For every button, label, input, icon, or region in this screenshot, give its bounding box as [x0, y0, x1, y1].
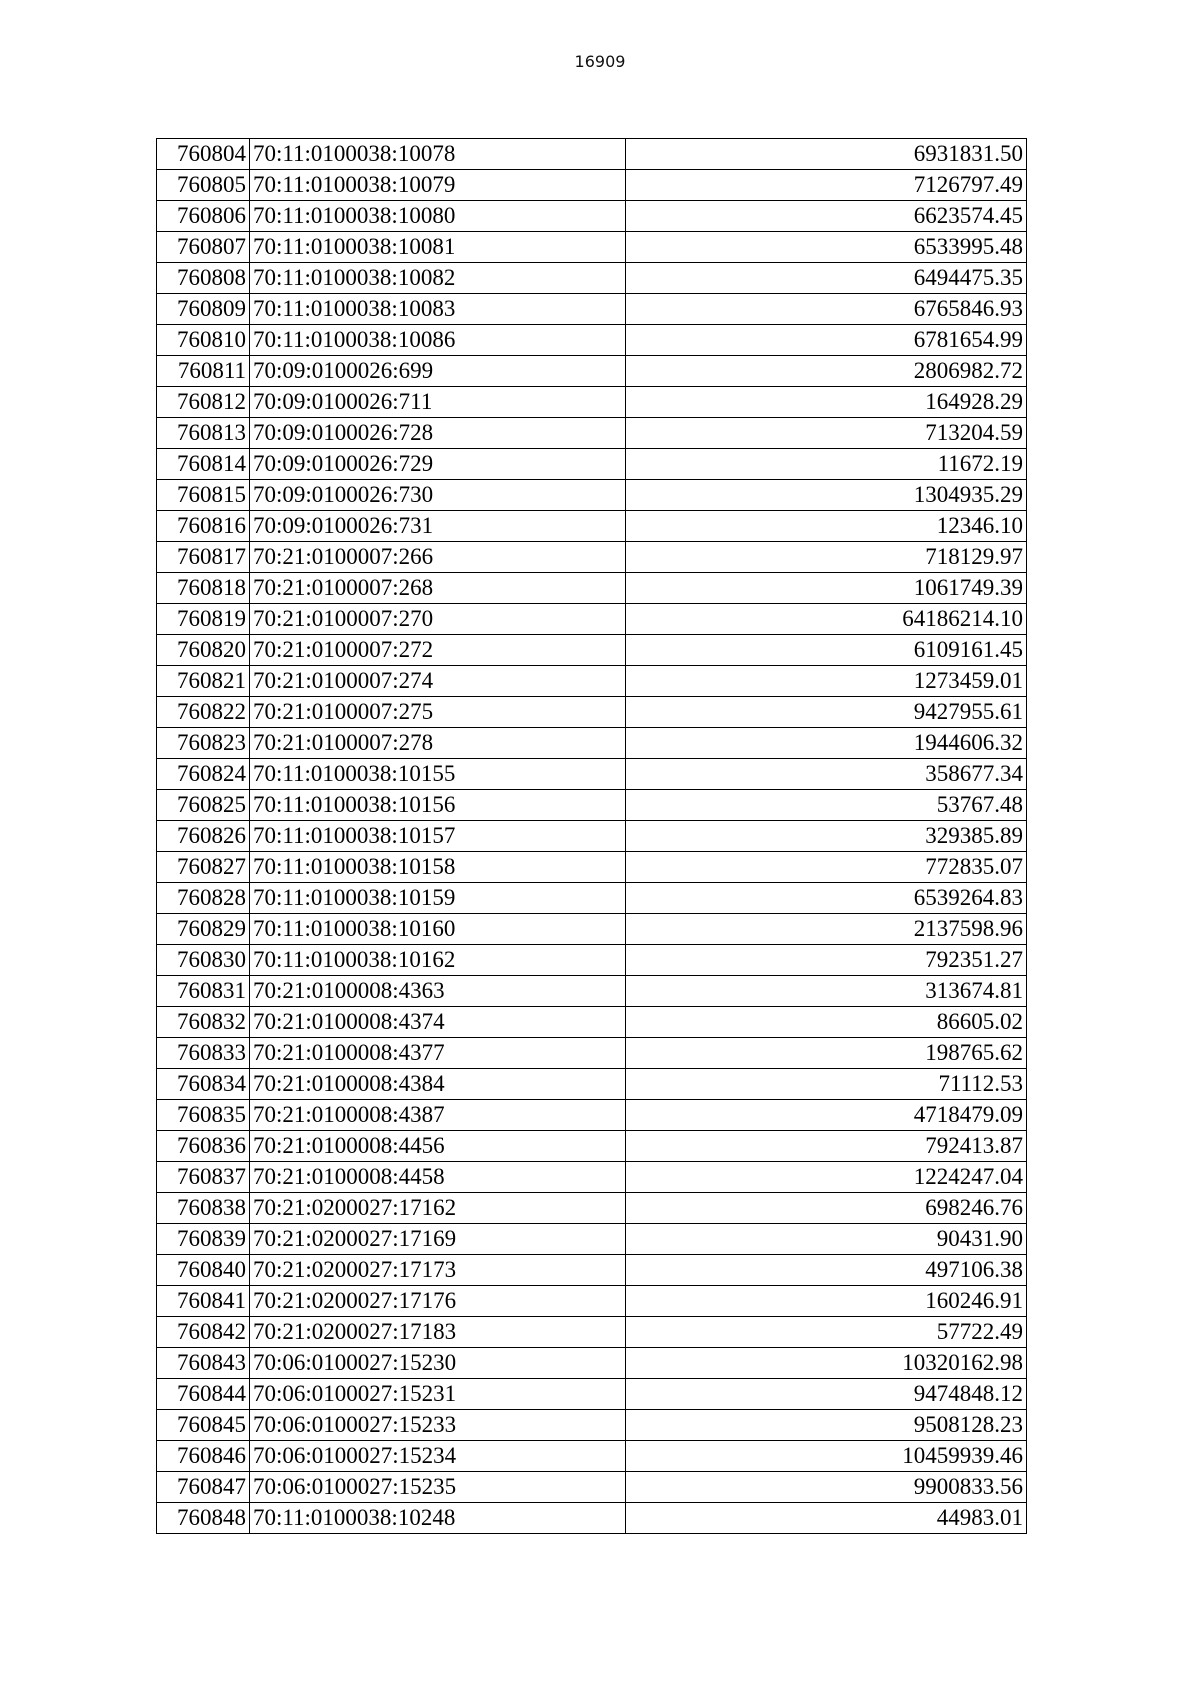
table-row	[157, 325, 1027, 356]
cadastral-number-cell: 70:06:0100027:15231	[250, 1379, 626, 1410]
row-number-cell: 760804	[157, 139, 250, 170]
value-cell: 160246.91	[626, 1286, 1027, 1317]
value-cell: 53767.48	[626, 790, 1027, 821]
row-number-cell: 760820	[157, 635, 250, 666]
table-row	[157, 759, 1027, 790]
value-cell: 497106.38	[626, 1255, 1027, 1286]
table-row	[157, 1100, 1027, 1131]
cadastral-number-cell: 70:21:0200027:17173	[250, 1255, 626, 1286]
table-row	[157, 604, 1027, 635]
value-cell: 1061749.39	[626, 573, 1027, 604]
row-number-cell: 760847	[157, 1472, 250, 1503]
cadastral-number-cell: 70:21:0100007:275	[250, 697, 626, 728]
row-number-cell: 760815	[157, 480, 250, 511]
cadastral-number-cell: 70:09:0100026:730	[250, 480, 626, 511]
row-number-cell: 760816	[157, 511, 250, 542]
row-number-cell: 760846	[157, 1441, 250, 1472]
value-cell: 6494475.35	[626, 263, 1027, 294]
value-cell: 12346.10	[626, 511, 1027, 542]
cadastral-value-table	[156, 138, 1027, 1534]
row-number-cell: 760818	[157, 573, 250, 604]
value-cell: 57722.49	[626, 1317, 1027, 1348]
table-row	[157, 883, 1027, 914]
row-number-cell: 760836	[157, 1131, 250, 1162]
value-cell: 6765846.93	[626, 294, 1027, 325]
cadastral-number-cell: 70:11:0100038:10081	[250, 232, 626, 263]
value-cell: 6781654.99	[626, 325, 1027, 356]
row-number-cell: 760812	[157, 387, 250, 418]
cadastral-number-cell: 70:21:0100007:266	[250, 542, 626, 573]
row-number-cell: 760835	[157, 1100, 250, 1131]
value-cell: 713204.59	[626, 418, 1027, 449]
table-row	[157, 356, 1027, 387]
cadastral-number-cell: 70:06:0100027:15233	[250, 1410, 626, 1441]
table-row	[157, 1193, 1027, 1224]
row-number-cell: 760809	[157, 294, 250, 325]
value-cell: 1273459.01	[626, 666, 1027, 697]
cadastral-number-cell: 70:09:0100026:729	[250, 449, 626, 480]
row-number-cell: 760843	[157, 1348, 250, 1379]
cadastral-number-cell: 70:21:0100007:270	[250, 604, 626, 635]
value-cell: 64186214.10	[626, 604, 1027, 635]
value-cell: 198765.62	[626, 1038, 1027, 1069]
row-number-cell: 760844	[157, 1379, 250, 1410]
value-cell: 2806982.72	[626, 356, 1027, 387]
cadastral-number-cell: 70:21:0100007:272	[250, 635, 626, 666]
cadastral-number-cell: 70:21:0200027:17162	[250, 1193, 626, 1224]
cadastral-number-cell: 70:21:0200027:17183	[250, 1317, 626, 1348]
table-row	[157, 1472, 1027, 1503]
value-cell: 90431.90	[626, 1224, 1027, 1255]
cadastral-number-cell: 70:06:0100027:15234	[250, 1441, 626, 1472]
row-number-cell: 760824	[157, 759, 250, 790]
value-cell: 9508128.23	[626, 1410, 1027, 1441]
table-row	[157, 139, 1027, 170]
row-number-cell: 760817	[157, 542, 250, 573]
table-row	[157, 263, 1027, 294]
value-cell: 792413.87	[626, 1131, 1027, 1162]
cadastral-number-cell: 70:11:0100038:10083	[250, 294, 626, 325]
value-cell: 2137598.96	[626, 914, 1027, 945]
table-row	[157, 821, 1027, 852]
table-row	[157, 449, 1027, 480]
cadastral-number-cell: 70:21:0100008:4374	[250, 1007, 626, 1038]
row-number-cell: 760825	[157, 790, 250, 821]
row-number-cell: 760811	[157, 356, 250, 387]
cadastral-number-cell: 70:11:0100038:10086	[250, 325, 626, 356]
table-row	[157, 1379, 1027, 1410]
row-number-cell: 760822	[157, 697, 250, 728]
cadastral-number-cell: 70:21:0100008:4377	[250, 1038, 626, 1069]
row-number-cell: 760810	[157, 325, 250, 356]
table-row	[157, 914, 1027, 945]
cadastral-number-cell: 70:06:0100027:15235	[250, 1472, 626, 1503]
table-row	[157, 1069, 1027, 1100]
row-number-cell: 760821	[157, 666, 250, 697]
table-row	[157, 387, 1027, 418]
table-row	[157, 1286, 1027, 1317]
row-number-cell: 760839	[157, 1224, 250, 1255]
table-row	[157, 945, 1027, 976]
row-number-cell: 760805	[157, 170, 250, 201]
cadastral-number-cell: 70:21:0100007:278	[250, 728, 626, 759]
table-row	[157, 728, 1027, 759]
cadastral-number-cell: 70:11:0100038:10078	[250, 139, 626, 170]
value-cell: 9427955.61	[626, 697, 1027, 728]
table-row	[157, 294, 1027, 325]
table-row	[157, 1317, 1027, 1348]
cadastral-number-cell: 70:11:0100038:10079	[250, 170, 626, 201]
cadastral-number-cell: 70:11:0100038:10162	[250, 945, 626, 976]
value-cell: 9900833.56	[626, 1472, 1027, 1503]
row-number-cell: 760807	[157, 232, 250, 263]
value-cell: 6539264.83	[626, 883, 1027, 914]
value-cell: 10320162.98	[626, 1348, 1027, 1379]
cadastral-number-cell: 70:09:0100026:731	[250, 511, 626, 542]
cadastral-number-cell: 70:11:0100038:10157	[250, 821, 626, 852]
cadastral-number-cell: 70:21:0200027:17176	[250, 1286, 626, 1317]
table-row	[157, 1162, 1027, 1193]
table-body	[157, 139, 1027, 1534]
row-number-cell: 760838	[157, 1193, 250, 1224]
table-row	[157, 852, 1027, 883]
cadastral-number-cell: 70:06:0100027:15230	[250, 1348, 626, 1379]
table-row	[157, 511, 1027, 542]
row-number-cell: 760828	[157, 883, 250, 914]
table-row	[157, 201, 1027, 232]
row-number-cell: 760833	[157, 1038, 250, 1069]
value-cell: 9474848.12	[626, 1379, 1027, 1410]
value-cell: 6533995.48	[626, 232, 1027, 263]
value-cell: 6623574.45	[626, 201, 1027, 232]
row-number-cell: 760832	[157, 1007, 250, 1038]
cadastral-number-cell: 70:21:0100007:274	[250, 666, 626, 697]
cadastral-number-cell: 70:11:0100038:10158	[250, 852, 626, 883]
value-cell: 71112.53	[626, 1069, 1027, 1100]
table-row	[157, 1131, 1027, 1162]
page-number: 16909	[574, 52, 626, 71]
value-cell: 164928.29	[626, 387, 1027, 418]
table-row	[157, 170, 1027, 201]
value-cell: 7126797.49	[626, 170, 1027, 201]
cadastral-number-cell: 70:09:0100026:699	[250, 356, 626, 387]
cadastral-number-cell: 70:21:0200027:17169	[250, 1224, 626, 1255]
value-cell: 1944606.32	[626, 728, 1027, 759]
table-row	[157, 666, 1027, 697]
value-cell: 6109161.45	[626, 635, 1027, 666]
row-number-cell: 760808	[157, 263, 250, 294]
cadastral-number-cell: 70:11:0100038:10248	[250, 1503, 626, 1534]
row-number-cell: 760814	[157, 449, 250, 480]
cadastral-number-cell: 70:21:0100008:4387	[250, 1100, 626, 1131]
value-cell: 329385.89	[626, 821, 1027, 852]
row-number-cell: 760837	[157, 1162, 250, 1193]
table-row	[157, 232, 1027, 263]
value-cell: 4718479.09	[626, 1100, 1027, 1131]
cadastral-number-cell: 70:11:0100038:10155	[250, 759, 626, 790]
row-number-cell: 760829	[157, 914, 250, 945]
table-row	[157, 1410, 1027, 1441]
row-number-cell: 760831	[157, 976, 250, 1007]
cadastral-number-cell: 70:11:0100038:10082	[250, 263, 626, 294]
cadastral-number-cell: 70:09:0100026:728	[250, 418, 626, 449]
table-row	[157, 1348, 1027, 1379]
value-cell: 6931831.50	[626, 139, 1027, 170]
cadastral-number-cell: 70:21:0100008:4363	[250, 976, 626, 1007]
cadastral-number-cell: 70:11:0100038:10156	[250, 790, 626, 821]
table-row	[157, 1441, 1027, 1472]
cadastral-number-cell: 70:11:0100038:10080	[250, 201, 626, 232]
row-number-cell: 760819	[157, 604, 250, 635]
row-number-cell: 760823	[157, 728, 250, 759]
value-cell: 698246.76	[626, 1193, 1027, 1224]
table-row	[157, 1255, 1027, 1286]
row-number-cell: 760845	[157, 1410, 250, 1441]
row-number-cell: 760834	[157, 1069, 250, 1100]
value-cell: 718129.97	[626, 542, 1027, 573]
cadastral-number-cell: 70:21:0100007:268	[250, 573, 626, 604]
value-cell: 44983.01	[626, 1503, 1027, 1534]
table-row	[157, 573, 1027, 604]
value-cell: 358677.34	[626, 759, 1027, 790]
row-number-cell: 760848	[157, 1503, 250, 1534]
row-number-cell: 760830	[157, 945, 250, 976]
value-cell: 86605.02	[626, 1007, 1027, 1038]
row-number-cell: 760813	[157, 418, 250, 449]
cadastral-number-cell: 70:11:0100038:10159	[250, 883, 626, 914]
table-row	[157, 976, 1027, 1007]
table-row	[157, 790, 1027, 821]
row-number-cell: 760842	[157, 1317, 250, 1348]
cadastral-number-cell: 70:21:0100008:4456	[250, 1131, 626, 1162]
table-row	[157, 635, 1027, 666]
value-cell: 792351.27	[626, 945, 1027, 976]
table-row	[157, 542, 1027, 573]
value-cell: 1224247.04	[626, 1162, 1027, 1193]
value-cell: 313674.81	[626, 976, 1027, 1007]
row-number-cell: 760827	[157, 852, 250, 883]
value-cell: 10459939.46	[626, 1441, 1027, 1472]
row-number-cell: 760840	[157, 1255, 250, 1286]
cadastral-number-cell: 70:21:0100008:4458	[250, 1162, 626, 1193]
table-row	[157, 1503, 1027, 1534]
table-row	[157, 1007, 1027, 1038]
row-number-cell: 760806	[157, 201, 250, 232]
table-row	[157, 418, 1027, 449]
cadastral-number-cell: 70:09:0100026:711	[250, 387, 626, 418]
cadastral-number-cell: 70:11:0100038:10160	[250, 914, 626, 945]
row-number-cell: 760826	[157, 821, 250, 852]
table-row	[157, 480, 1027, 511]
cadastral-number-cell: 70:21:0100008:4384	[250, 1069, 626, 1100]
value-cell: 1304935.29	[626, 480, 1027, 511]
value-cell: 11672.19	[626, 449, 1027, 480]
value-cell: 772835.07	[626, 852, 1027, 883]
table-row	[157, 1224, 1027, 1255]
row-number-cell: 760841	[157, 1286, 250, 1317]
table-row	[157, 1038, 1027, 1069]
table-row	[157, 697, 1027, 728]
